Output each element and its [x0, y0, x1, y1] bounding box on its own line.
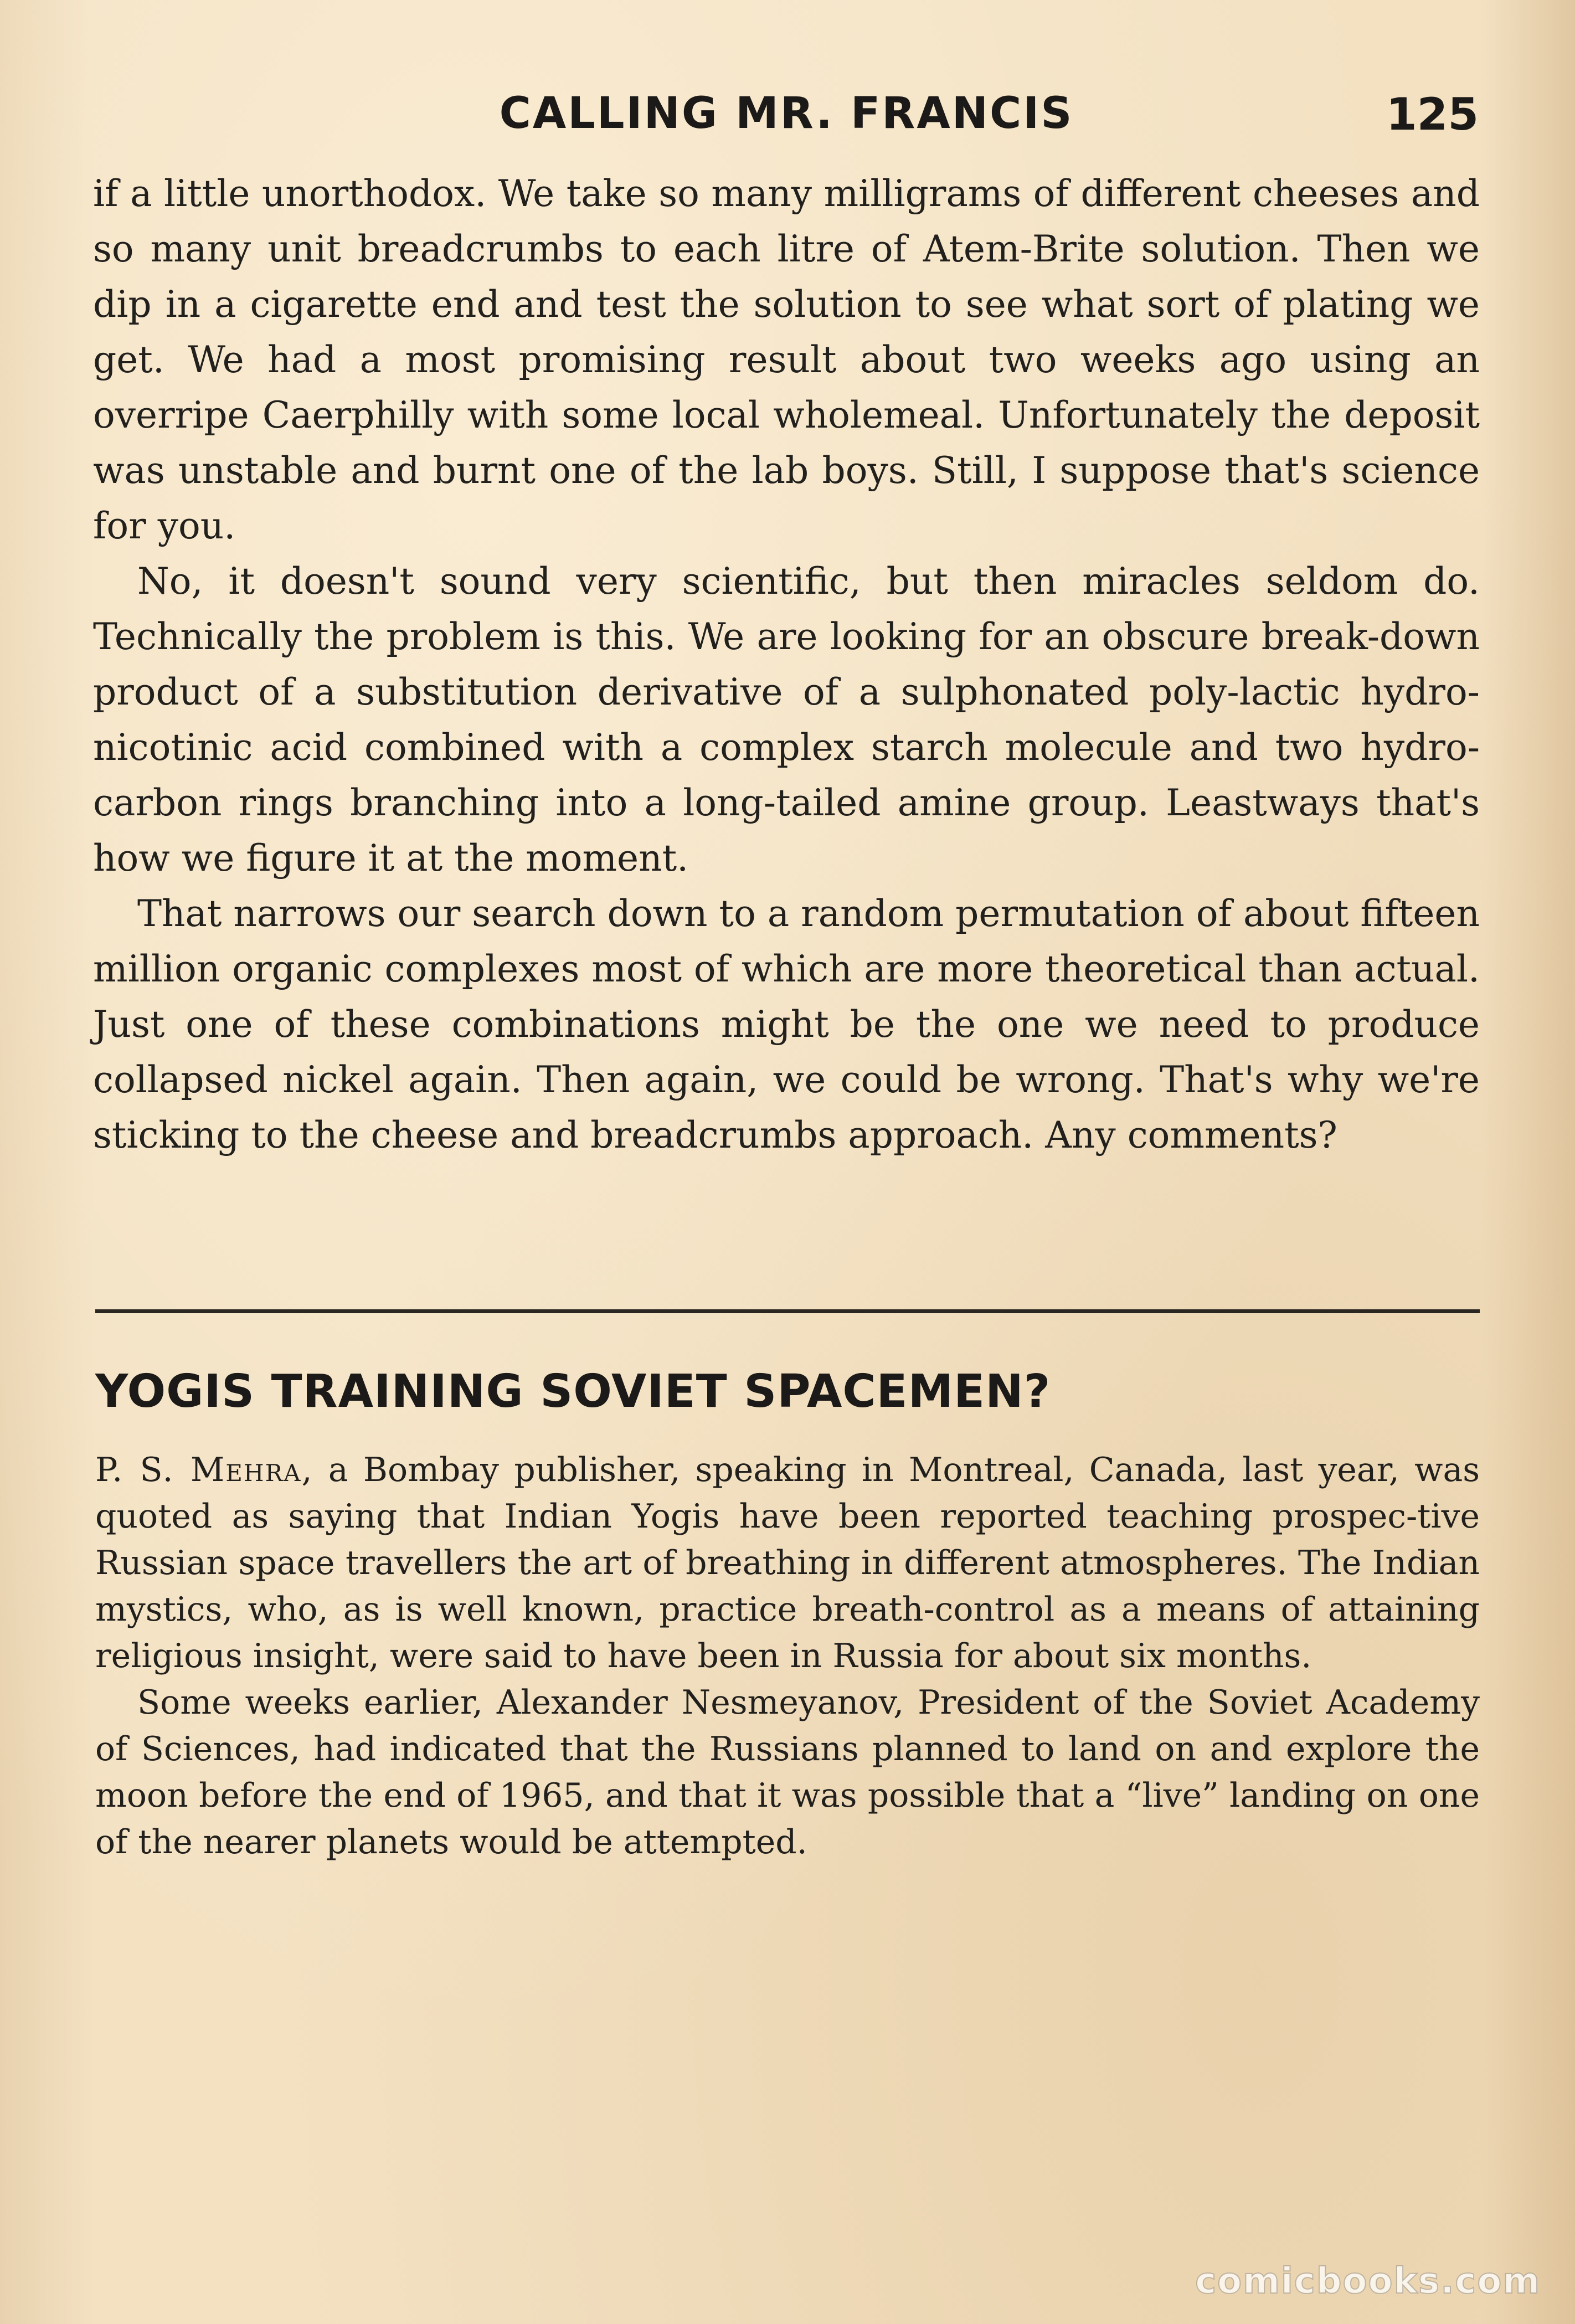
sidebar-paragraph-text: a Bombay publisher, speaking in Montreal, Canada, last year, was quoted as saying that Indian Yogis have been reported teaching prospec-tive Russian space travellers the art of breathing in different atmospheres. The Indian mystics, who, as is well known, practice breath-control as a means of attaining religious insight, were said to have been in Russia for about six months.	[95, 1451, 1480, 1675]
sidebar-paragraph	[95, 1447, 1480, 1679]
article-paragraph: if a little unorthodox. We take so many milligrams of different cheeses and so many unit breadcrumbs to each litre of Atem-Brite solution. Then we dip in a cigarette end and test the solution to see what sort of plating we get. We had a most promising result about two weeks ago using an overripe Caerphilly with some local wholemeal. Unfortunately the deposit was unstable and burnt one of the lab boys. Still, I suppose that's science for you.	[93, 172, 1480, 547]
sidebar-heading: YOGIS TRAINING SOVIET SPACEMEN?	[95, 1365, 1051, 1418]
article-paragraph: No, it doesn't sound very scientific, but then miracles seldom do. Technically the problem is this. We are looking for an obscure break-down product of a substitution derivative of a sulphonated poly-lactic hydro-nicotinic acid combined with a complex starch molecule and two hydro-carbon rings branching into a long-tailed amine group. Leastways that's how we figure it at the moment.	[93, 560, 1480, 880]
article-text	[93, 166, 1480, 1163]
sidebar-paragraph: Some weeks earlier, Alexander Nesmeyanov, President of the Soviet Academy of Sciences, had indicated that the Russians planned to land on and explore the moon before the end of 1965, and that it was possible that a “live” landing on one of the nearer planets would be attempted.	[95, 1683, 1480, 1862]
sidebar-text	[95, 1447, 1480, 1865]
page-number: 125	[1386, 89, 1479, 140]
running-head	[94, 89, 1479, 150]
article-paragraph: That narrows our search down to a random permutation of about fifteen million organic complexes most of which are more theoretical than actual. Just one of these combinations might be the one we need to produce collapsed nickel again. Then again, we could be wrong. That's why we're sticking to the cheese and breadcrumbs approach. Any comments?	[93, 892, 1480, 1156]
running-title: CALLING MR. FRANCIS	[499, 89, 1074, 138]
watermark-logo: comicbooks.com	[1195, 2261, 1541, 2302]
section-divider	[95, 1309, 1480, 1313]
person-name: P. S. Mehra,	[95, 1451, 313, 1489]
